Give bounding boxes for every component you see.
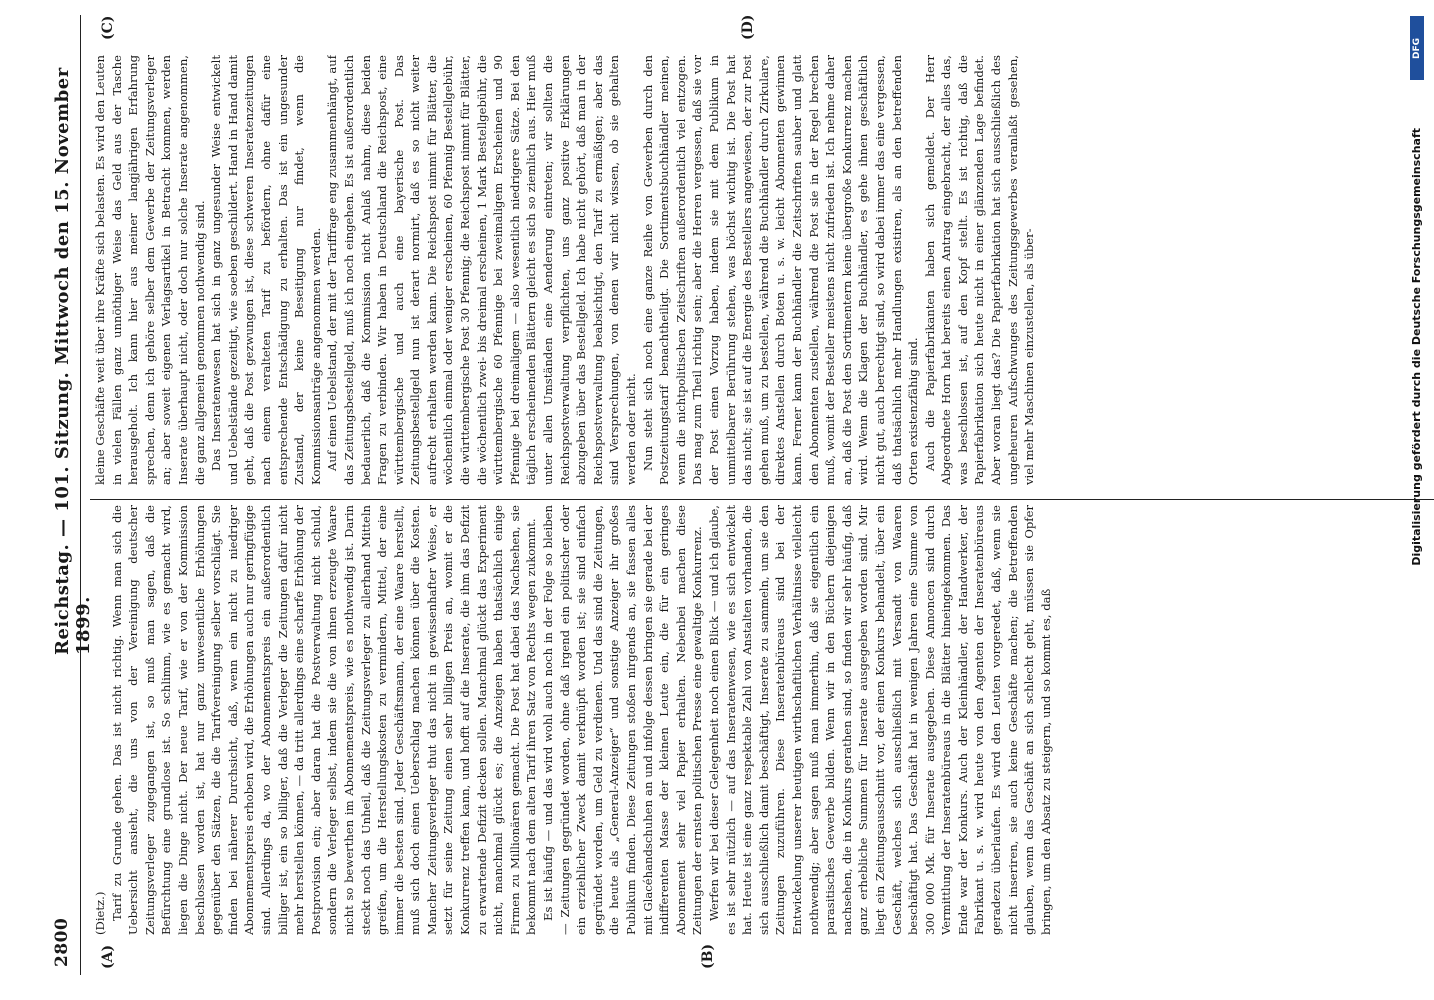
header-rule [80,15,81,975]
column-divider [90,499,1434,500]
margin-marker-a: (A) [100,944,116,969]
margin-marker-b: (B) [700,943,716,969]
paragraph: Werfen wir bei dieser Gelegenheit noch einen Blick — und ich glaube, es ist sehr nützlich — auf das Inseratenwesen, wie es sich entwickelt hat. Heute ist eine ganz respektable Zahl von Anstalten vorhanden, die sich ausschließlich damit beschäftigt, Inserate zu sammeln, um sie den Zeitungen zuzuführen. Diese Inseratenbüreaus sind bei der Entwickelung unserer heutigen wirthschaftlichen Verhältnisse vielleicht nothwendig; aber sagen muß man immerhin, daß sie eigentlich ein parasitisches Gewerbe bilden. Wenn wir in den Büchern diejenigen nachsehen, die in Konkurs gerathen sind, so finden wir sehr häufig, daß ganz erhebliche Summen für Inserate ausgegeben worden sind. Mir liegt ein Zeitungsausschnitt vor, der einen Konkurs behandelt, über ein Geschäft, welches sich ausschließlich mit Versandt von Waaren beschäftigt hat. Das Geschäft hat in wenigen Jahren eine Summe von 300 000 Mk. für Inserate ausgegeben. Diese Annoncen sind durch Vermittlung der Inseratenbüreaus in die Blätter hineingekommen. Das Ende war der Konkurs. Auch der Kleinhändler, der Handwerker, der Fabrikant u. s. w. wird heute von den Agenten der Inseratenbüreaus geradezu überlaufen. Es wird den Leuten vorgeredet, daß, wenn sie nicht inseriren, sie auch keine Geschäfte machen; die Betreffenden glauben, wenn das Geschäft an sich schlecht geht, müssen sie Opfer bringen, um den Absatz zu steigern, und so kommt es, daß [706,505,1053,935]
page-header [40,15,94,975]
paragraph: Es ist häufig — und das wird wohl auch noch in der Folge so bleiben — Zeitungen gegründet worden, ohne daß irgend ein politischer oder ein erziehlicher Zweck damit verknüpft worden ist; sie sind einfach gegründet worden, um Geld zu verdienen. Und das sind die Zeitungen, die heute als „General-Anzeiger“ und sonstige Anzeiger ihr großes Publikum finden. Diese Zeitungen stoßen nirgends an, sie fassen alles mit Glacéhandschuhen an und infolge dessen bringen sie gerade bei der indifferenten Masse der kleinen Leute ein, die für ein geringes Abonnement sehr viel Papier erhalten. Nebenbei machen diese Zeitungen der ernsten politischen Presse eine gewaltige Konkurrenz. [541,505,705,935]
paragraph: Das Inseratenwesen hat sich in ganz ungesunder Weise entwickelt und Uebelstände gezeitigt, wie soeben geschildert. Hand in Hand damit geht, daß die Post gezwungen ist, diese schweren Inseratenzeitungen nach einem veralteten Tarif zu befördern, ohne dafür eine entsprechende Entschädigung zu erhalten. Das ist ein ungesunder Zustand, der keine Beseitigung nur findet, wenn die Kommissionsanträge angenommen werden. [209,55,323,485]
page-number: 2800 [52,917,72,967]
right-column [92,55,1434,485]
paragraph: Tarif zu Grunde gehen. Das ist nicht richtig. Wenn man sich die Uebersicht ansieht, die uns von der Vereinigung deutscher Zeitungsverleger zugegangen ist, so muß man sagen, daß die Befürchtung eine grundlose ist. So schlimm, wie es gemacht wird, liegen die Dinge nicht. Der neue Tarif, wie er von der Kommission beschlossen worden ist, hat nur ganz unwesentliche Erhöhungen gegenüber den Sätzen, die die Tarifvereinigung selber vorschlägt. Sie finden bei näherer Durchsicht, daß, wenn ein nicht zu niedriger Abonnementspreis erhoben wird, die Erhöhungen auch nur geringfügige sind. Allerdings da, wo der Abonnementspreis ein außerordentlich billiger ist, ein so billiger, daß die Verleger die Zeitungen dafür nicht mehr herstellen können, — da tritt allerdings eine scharfe Erhöhung der Postprovision ein; aber daran hat die Postverwaltung nicht schuld, sondern die Verleger selbst, indem sie die von ihnen erzeugte Waare nicht so bewerthen im Abonnementspreis, wie es nothwendig ist. Darin steckt noch das Unheil, daß die Zeitungsverleger zu allerhand Mitteln greifen, um die Herstellungskosten zu vermindern, Mittel, der eine immer die besten sind. Jeder Geschäftsmann, der eine Waare herstellt, muß sich doch einen Ueberschlag machen können über die Kosten. Mancher Zeitungsverleger thut das nicht in gewissenhafter Weise, er setzt für seine Zeitung einen sehr billigen Preis an, womit er die Konkurrenz treffen kann, und hofft auf die Inserate, die ihm das Defizit zu erwartende Defizit decken sollen. Manchmal glückt das Experiment nicht, manchmal glückt es; die Anzeigen haben thatsächlich einige Firmen zu Millionären gemacht. Die Post hat dabei das Nachsehen, sie bekommt nach dem alten Tarif ihren Satz von Rechts wegen zukommt. [109,505,539,935]
digitization-sidebar [1402,8,1432,998]
paragraph: Auch die Papierfabrikanten haben sich gemeldet. Der Herr Abgeordnete Horn hat bereits einen Antrag eingebracht, der alles das, was beschlossen ist, auf den Kopf stellt. Es ist richtig, daß die Papierfabrikation sich heute nicht in einer glänzenden Lage befindet. Aber woran liegt das? Die Papierfabrikation hat sich ausschließlich des ungeheuren Aufschwunges des Zeitungsgewerbes veranlaßt gesehen, viel mehr Maschinen einzustellen, als über- [922,55,1037,485]
paragraph: Nun steht sich noch eine ganze Reihe von Gewerben durch den Postzeitungstarif benachtheiligt. Die Sortimentsbuchhändler meinen, wenn die nichtpolitischen Zeitschriften außerordentlich viel entzogen. Das mag zum Theil richtig sein; aber die Herren vergessen, daß sie vor der Post einen Vorzug haben, indem sie mit dem Publikum in unmittelbarer Berührung stehen, was höchst wichtig ist. Die Post hat das nicht; sie ist auf die Energie des Bestellers angewiesen, der zur Post gehen muß, um zu bestellen, während die Buchhändler durch Zirkulare, direktes Anstellen durch Boten u. s. w. leicht Abonnenten gewinnen kann. Ferner kann der Buchhändler die Zeitschriften sauber und glatt den Abonnenten zustellen, während die Post sie in der Regel brechen muß, womit der Besteller meistens nicht zufrieden ist. Ich nehme daher an, daß die Post den Sortimentern keine übergroße Konkurrenz machen wird. Wenn die Klagen der Buchhändler, es gehe ihnen geschäftlich nicht gut, auch berechtigt sind, so wird dabei immer das eine vergessen, daß thatsächlich mehr Handlungen existiren, als an den betreffenden Orten existenzfähig sind. [640,55,921,485]
page-title: Reichstag. — 101. Sitzung. Mittwoch den 15. November 1899. [52,67,94,655]
margin-marker-d: (D) [740,14,756,40]
digitization-credit: Digitalisierung gefördert durch die Deutsche Forschungsgemeinschaft [1410,128,1423,566]
left-column [92,505,1434,935]
rotated-page [40,15,1434,975]
speaker-label: (Dietz.) [93,891,107,935]
paragraph: kleine Geschäfte weit über ihre Kräfte sich belasten. Es wird den Leuten in vielen Fällen ganz unnöthiger Weise das Geld aus der Tasche herausgeholt. Ich kann hier aus meiner langjährigen Erfahrung sprechen, denn ich gehöre selber dem Gewerbe der Zeitungsverleger an; aber soweit eigenen Verlagsartikel in Betracht kommen, werden Inserate überhaupt nicht, oder doch nur solche Inserate angenommen, die ganz allgemein genommen nothwendig sind. [93,55,207,485]
margin-marker-c: (C) [100,15,116,40]
dfg-logo: DFG [1410,16,1424,80]
paragraph: Auf einen Uebelstand, der mit der Tariffrage eng zusammenhängt, auf das Zeitungsbestellgeld, muß ich noch eingehen. Es ist außerordentlich bedauerlich, daß die Kommission nicht Anlaß nahm, diese beiden Fragen zu verbinden. Wir haben in Deutschland die Reichspost, eine württembergische und auch eine bayerische Post. Das Zeitungsbestellgeld nun ist derart normirt, daß es so nicht weiter aufrecht erhalten werden kann. Die Reichspost nimmt für Blätter, die wöchentlich einmal oder weniger erscheinen, 60 Pfennig Bestellgebühr, die württembergische Post 30 Pfennig; die Reichspost nimmt für Blätter, die wöchentlich zwei- bis dreimal erscheinen, 1 Mark Bestellgebühr, die württembergische 60 Pfennige bei zweimaligem Erscheinen und 90 Pfennige bei dreimaligem — also wesentlich niedrigere Sätze. Bei den täglich erscheinenden Blättern gleicht es sich so ziemlich aus. Hier muß unter allen Umständen eine Aenderung eintreten; wir sollten die Reichspostverwaltung verpflichten, uns ganz positive Erklärungen abzugeben über das Bestellgeld. Ich habe nicht gehört, daß man in der Reichspostverwaltung beabsichtigt, den Tarif zu ermäßigen; aber das sind Versprechungen, von denen wir nicht wissen, ob sie gehalten werden oder nicht. [325,55,638,485]
